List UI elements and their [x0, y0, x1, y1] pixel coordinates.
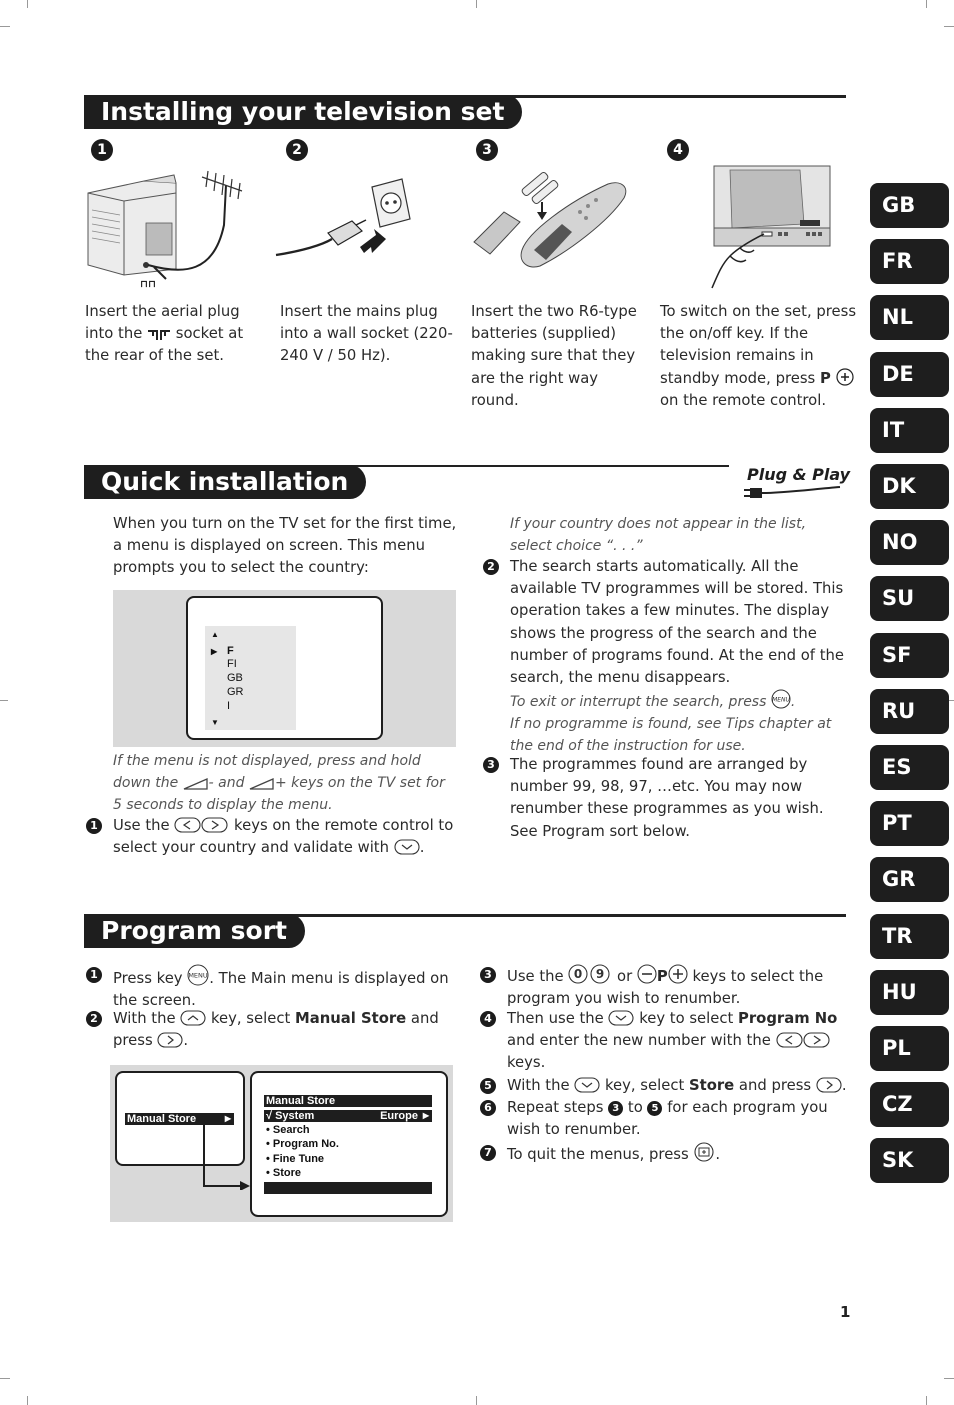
step-number: 1: [91, 139, 113, 161]
menu-item-fine-tune[interactable]: • Fine Tune: [266, 1153, 325, 1165]
language-tab-su[interactable]: SU: [870, 576, 949, 621]
program-plus-key-icon: [668, 964, 688, 984]
quick-step-2-text: The search starts automatically. All the available TV programmes will be stored. This operation takes a few minutes. The display shows the progress of the search and the number of programs found. At the end of the search, the menu disappears.: [510, 558, 844, 687]
crop-mark: [27, 0, 28, 8]
down-key-icon: [394, 839, 420, 855]
arrow-right-icon: ▶: [422, 1111, 429, 1120]
language-tab-gb[interactable]: GB: [870, 183, 949, 228]
scroll-down-icon: ▼: [211, 718, 219, 727]
step-number: 2: [483, 559, 499, 575]
country-option[interactable]: FI: [227, 658, 237, 670]
menu-item-store[interactable]: • Store: [266, 1167, 302, 1179]
crop-mark: [944, 1378, 954, 1379]
step-number: 6: [480, 1100, 496, 1116]
country-option[interactable]: GB: [227, 672, 243, 684]
sort-step-1-text: Press key MENU . The Main menu is displayed on the screen.: [113, 964, 458, 1012]
crop-mark: [476, 1396, 477, 1405]
volume-key-icon: [249, 778, 275, 790]
country-not-listed-note: If your country does not appear in the list, select choice “. . .”: [510, 516, 807, 555]
menu-key-icon: [771, 689, 791, 709]
sort-step-7-text: To quit the menus, press .: [507, 1142, 852, 1166]
menu-item-program-no[interactable]: • Program No.: [266, 1138, 339, 1150]
language-tab-pt[interactable]: PT: [870, 801, 949, 846]
step-number: 2: [86, 1011, 102, 1027]
right-key-icon: [816, 1077, 842, 1093]
language-tab-hu[interactable]: HU: [870, 970, 949, 1015]
step-number: 4: [480, 1011, 496, 1027]
left-right-keys-icon: [776, 1032, 831, 1048]
section-title-sort: Program sort: [84, 914, 305, 948]
sort-step-4-text: Then use the key to select Program No and enter the new number with the keys.: [507, 1010, 838, 1072]
sort-step-5-text: With the key, select Store and press .: [507, 1077, 847, 1094]
crop-mark: [926, 1396, 927, 1405]
up-key-icon: [180, 1010, 206, 1026]
language-tab-de[interactable]: DE: [870, 352, 949, 397]
aerial-socket-icon: [147, 329, 171, 341]
scroll-up-icon: ▲: [211, 630, 219, 639]
quick-step-2-note: To exit or interrupt the search, press MENU . If no programme is found, see Tips chapter at the end of the instruction for use.: [510, 689, 855, 758]
plug-and-play-label: Plug & Play: [747, 465, 851, 484]
crop-mark: [944, 26, 954, 27]
exit-key-icon: [693, 1142, 715, 1162]
menu-item-system[interactable]: √ System Europe ▶: [264, 1110, 432, 1122]
section-title-quick: Quick installation: [84, 465, 366, 499]
program-minus-key-icon: [637, 964, 657, 984]
quick-step-3-text: The programmes found are arranged by number 99, 98, 97, …etc. You may now renumber these programmes as you wish. See Program sort below.: [510, 756, 824, 840]
manual-store-title: Manual Store: [264, 1095, 432, 1107]
svg-text:⊓⊓: ⊓⊓: [140, 279, 156, 290]
tv-aerial-illustration: [84, 165, 254, 290]
language-tab-es[interactable]: ES: [870, 745, 949, 790]
selection-pointer-icon: ▶: [211, 647, 218, 656]
step-number: 3: [476, 139, 498, 161]
left-right-keys-icon: [174, 817, 229, 833]
step-number: 7: [480, 1145, 496, 1161]
step-ref: 5: [647, 1101, 662, 1116]
language-tab-sk[interactable]: SK: [870, 1138, 949, 1183]
install-step-4-text: To switch on the set, press the on/off key. If the television remains in standby mode, press P on the remote control.: [660, 303, 857, 409]
menu-not-displayed-note: If the menu is not displayed, press and hold down the - and + keys on the TV set for 5 seconds to display the menu.: [113, 753, 445, 814]
crop-mark: [926, 0, 927, 8]
country-option[interactable]: I: [227, 700, 231, 712]
main-menu-item-manual-store[interactable]: Manual Store ▶: [125, 1113, 234, 1125]
menu-item-search[interactable]: • Search: [266, 1124, 310, 1136]
language-tab-pl[interactable]: PL: [870, 1026, 949, 1071]
country-option[interactable]: GR: [227, 686, 244, 698]
crop-mark: [27, 1396, 28, 1405]
step-number: 3: [480, 967, 496, 983]
digit-keys-icon: [568, 964, 612, 984]
plug-icon: [744, 485, 848, 501]
crop-mark: [0, 700, 8, 701]
svg-text:MENU: MENU: [771, 696, 790, 704]
country-option[interactable]: F: [227, 645, 234, 657]
svg-text:MENU: MENU: [188, 971, 208, 980]
quick-intro-text: When you turn on the TV set for the first time, a menu is displayed on screen. This menu prompts you to select the country:: [113, 515, 457, 577]
down-key-icon: [608, 1010, 634, 1026]
step-number: 2: [286, 139, 308, 161]
program-plus-key-icon: [836, 368, 854, 386]
language-tab-it[interactable]: IT: [870, 408, 949, 453]
install-step-2-text: Insert the mains plug into a wall socket (220-240 V / 50 Hz).: [280, 303, 453, 365]
plug-and-play-badge: [744, 463, 851, 503]
step-number: 4: [667, 139, 689, 161]
language-tab-gr[interactable]: GR: [870, 857, 949, 902]
language-tab-nl[interactable]: NL: [870, 295, 949, 340]
language-tab-no[interactable]: NO: [870, 520, 949, 565]
language-tab-fr[interactable]: FR: [870, 239, 949, 284]
section-title-installing: Installing your television set: [84, 95, 522, 129]
menu-bottom-bar: [264, 1182, 432, 1194]
language-tab-tr[interactable]: TR: [870, 914, 949, 959]
page-number: 1: [840, 1303, 851, 1321]
language-tab-ru[interactable]: RU: [870, 689, 949, 734]
crop-mark: [0, 26, 10, 27]
down-key-icon: [574, 1077, 600, 1093]
connector-arrow: [196, 1124, 252, 1190]
sort-step-2-text: With the key, select Manual Store and press .: [113, 1010, 439, 1050]
svg-text:0: 0: [574, 967, 583, 981]
country-menu: [205, 626, 296, 730]
crop-mark: [476, 0, 477, 8]
step-number: 3: [483, 757, 499, 773]
arrow-right-icon: ▶: [224, 1114, 231, 1123]
language-tab-sf[interactable]: SF: [870, 633, 949, 678]
mains-plug-illustration: [272, 175, 422, 270]
svg-text:9: 9: [596, 967, 605, 981]
menu-key-icon: [187, 964, 209, 986]
step-number: 1: [86, 967, 102, 983]
sort-step-6-text: Repeat steps 3 to 5 for each program you wish to renumber.: [507, 1099, 828, 1139]
install-step-1-text: Insert the aerial plug into the socket at the rear of the set.: [85, 303, 244, 365]
remote-batteries-illustration: [468, 172, 633, 272]
right-key-icon: [157, 1032, 183, 1048]
volume-key-icon: [183, 778, 209, 790]
install-step-3-text: Insert the two R6-type batteries (supplied) making sure that they are the right way round.: [471, 303, 637, 409]
step-number: 5: [480, 1078, 496, 1094]
step-number: 1: [86, 818, 102, 834]
sort-step-3-text: Use the 0 9 or P keys to select the program you wish to renumber.: [507, 964, 852, 1010]
language-tab-cz[interactable]: CZ: [870, 1082, 949, 1127]
tv-power-illustration: [700, 164, 835, 292]
step-ref: 3: [608, 1101, 623, 1116]
language-tab-dk[interactable]: DK: [870, 464, 949, 509]
quick-step-1-text: Use the keys on the remote control to select your country and validate with .: [113, 817, 454, 857]
crop-mark: [0, 1378, 10, 1379]
